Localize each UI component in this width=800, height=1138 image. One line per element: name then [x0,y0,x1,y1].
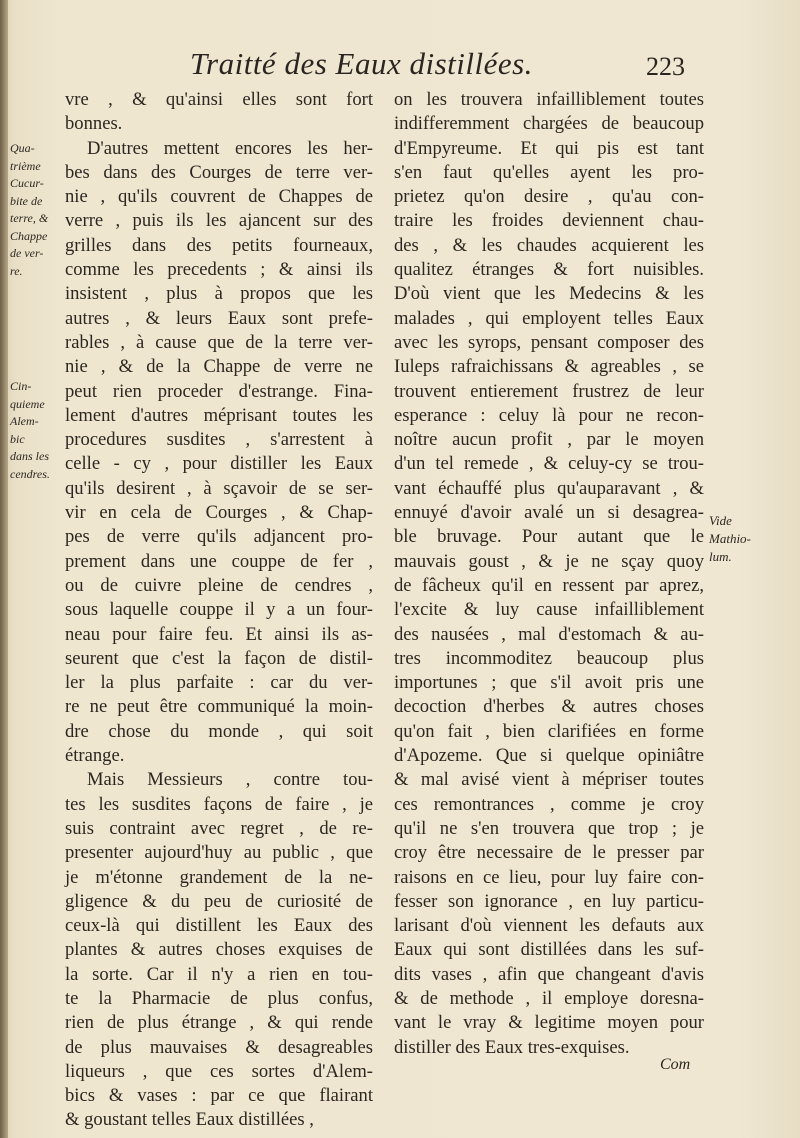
text-line: plantes & autres choses exquises de [65,939,373,961]
text-line: gligence & du peu de curiosité de [65,890,373,912]
text-line: Eaux qui sont distillées dans les suf- [394,939,704,961]
text-line: avec les syrops, pensant composer des [394,331,704,353]
text-line: te la Pharmacie de plus confus, [65,987,373,1009]
text-line: qu'ils desirent , à sçavoir de se ser- [65,477,373,499]
text-line: nie , qu'ils couvrent de Chappes de [65,186,373,208]
text-line: verre , puis ils les ajancent sur des [65,210,373,232]
margin-note-line: bite de [10,193,43,208]
page-number: 223 [646,52,685,81]
text-line: l'excite & luy cause infailliblement [394,599,704,621]
text-line: je m'étonne grandement de la ne- [65,866,373,888]
text-line: de fâcheux qu'il en ressent par aprez, [394,574,704,596]
text-line: suis contraint avec regret , de re- [65,817,373,839]
margin-note-line: Cin- [10,379,32,393]
text-line: insistent , plus à propos que les [65,283,373,305]
text-line: traire les froides deviennent chau- [394,210,704,232]
text-line: peut rien proceder d'estrange. Fina- [65,380,373,402]
margin-note-fifth-alembic [10,378,60,483]
text-line: nie , & de la Chappe de verre ne [65,356,373,378]
text-line: D'autres mettent encores les her- [87,137,373,159]
text-line: ou de cuivre pleine de cendres , [65,574,373,596]
text-line: bics & vases : par ce que flairant [65,1085,373,1107]
text-line: raisons en ce lieu, pour luy faire con- [394,866,704,888]
text-line: Mais Messieurs , contre tou- [87,769,373,791]
text-line: & de methode , il employe doresna- [394,987,704,1009]
margin-note-fourth-cucurbit [10,140,60,280]
text-line: bes dans des Courges de terre ver- [65,161,373,183]
text-line: qu'on fait , bien clarifiées en forme [394,720,704,742]
text-line: prietez qu'on desire , qu'au con- [394,186,704,208]
text-line: sous laquelle couppe il y a un four- [65,599,373,621]
text-line: presenter aujourd'huy au public , que [65,842,373,864]
text-line: s'en faut qu'elles ayent les pro- [394,161,704,183]
text-line: & mal avisé vient à mépriser toutes [394,769,704,791]
text-line: de plus mauvaises & desagreables [65,1036,373,1058]
text-line: des , & les chaudes acquierent les [394,234,704,256]
text-line: ler la plus parfaite : car du ver- [65,672,373,694]
text-line: d'Apozeme. Que si quelque opiniâtre [394,745,704,767]
margin-note-line: Chappe [10,228,48,243]
margin-note-line: dans les [10,449,49,463]
margin-note-line: trième [10,158,41,173]
text-line: grilles dans des petits fourneaux, [65,234,373,256]
text-line: fesser son ignorance , en luy particu- [394,890,704,912]
text-line: tres incommoditez beaucoup plus [394,647,704,669]
text-line: prement dans une couppe de fer , [65,550,373,572]
margin-note-line: cendres. [10,466,50,481]
text-line: importunes ; que s'il avoit pris une [394,672,704,694]
margin-note-line: Cucur- [10,176,44,190]
text-line: ble bruvage. Pour autant que le [394,526,704,548]
text-line: d'Empyreume. Et qui pis est tant [394,137,704,159]
text-line: croy être necessaire de le presser par [394,842,704,864]
text-line: distiller des Eaux tres-exquises. [394,1036,630,1058]
text-line: procedures susdites , s'arrestent à [65,429,373,451]
page-header [0,42,800,86]
text-line: malades , qui employent telles Eaux [394,307,704,329]
margin-note-line: Mathio- [709,531,751,546]
text-line: ces remontrances , comme je croy [394,793,704,815]
margin-note-line: Vide [709,513,732,528]
text-line: esperance : celuy là pour ne recon- [394,404,704,426]
text-line: trouvent entierement frustrez de leur [394,380,704,402]
text-line: lement d'autres méprisant toutes les [65,404,373,426]
margin-note-line: Qua- [10,141,35,155]
text-line: vant échauffé plus qu'auparavant , & [394,477,704,499]
text-line: seurent que c'est la façon de distil- [65,647,373,669]
text-line: ceux-là qui distillent les Eaux des [65,915,373,937]
text-line: liqueurs , que ces sortes d'Alem- [65,1060,373,1082]
text-line: pes de verre qu'ils adjancent pro- [65,526,373,548]
margin-note-line: Alem- [10,414,39,428]
text-line: vre , & qu'ainsi elles sont fort [65,89,373,110]
text-line: dits vases , afin que changeant d'avis [394,963,704,985]
text-line: étrange. [65,745,125,767]
text-line: larisant d'où viennent les defauts aux [394,915,704,937]
margin-note-line: terre, & [10,211,49,225]
text-line: qualitez étranges & fort nuisibles. [394,259,704,281]
text-line: ennuyé d'avoir avalé un si desagrea- [394,502,704,524]
text-line: D'où vient que les Medecins & les [394,283,704,305]
binding-gutter [0,0,8,1138]
text-line: neau pour faire feu. Et ainsi ils as- [65,623,373,645]
text-line: bonnes. [65,113,123,135]
text-line: comme les precedents ; & ainsi ils [65,259,373,281]
catchword: Com [660,1056,691,1073]
margin-note-vide-mathiolum [709,512,769,566]
margin-note-line: re. [10,263,23,278]
text-column-left [65,88,373,1133]
text-line: dre chose du monde , qui soit [65,720,373,742]
running-title: Traitté des Eaux distillées. [190,46,533,81]
text-line: re ne peut être communiqué la moin- [65,696,373,718]
text-line: noître aucun profit , par le moyen [394,429,704,451]
text-line: la sorte. Car il n'y a rien en tou- [65,963,373,985]
text-line: rables , à cause que de la terre ver- [65,331,373,353]
text-line: on les trouvera infailliblement toutes [394,89,704,110]
text-line: vant le vray & legitime moyen pour [394,1012,704,1034]
text-line: indifferemment chargées de beaucoup [394,113,704,135]
margin-note-line: quieme [10,396,45,411]
text-line: tes les susdites façons de faire , je [65,793,373,815]
text-line: rien de plus étrange , & qui rende [65,1012,373,1034]
margin-note-line: bic [10,431,25,446]
text-column-right [394,88,704,1060]
margin-note-line: de ver- [10,246,44,260]
text-line: autres , & leurs Eaux sont prefe- [65,307,373,329]
text-line: decoction d'herbes & autres choses [394,696,704,718]
text-line: d'un tel remede , & celuy-cy se trou- [394,453,704,475]
text-line: & goustant telles Eaux distillées , [65,1109,314,1131]
text-line: qu'il ne s'en trouvera que trop ; je [394,817,704,839]
text-line: Iuleps rafraichissans & agreables , se [394,356,704,378]
text-line: celle - cy , pour distiller les Eaux [65,453,373,475]
text-line: vir en cela de Courges , & Chap- [65,502,373,524]
text-line: des nausées , mal d'estomach & au- [394,623,704,645]
margin-note-line: lum. [709,549,732,564]
text-line: mauvais goust , & je ne sçay quoy [394,550,704,572]
